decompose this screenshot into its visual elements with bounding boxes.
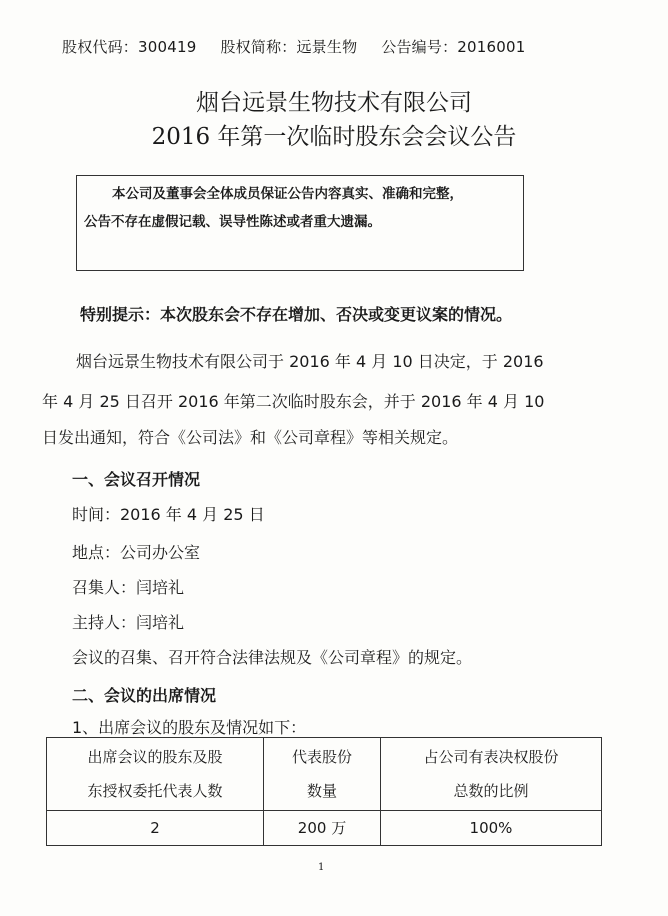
meeting-host: 主持人：闫培礼: [72, 613, 185, 632]
company-title: 烟台远景生物技术有限公司: [196, 90, 472, 116]
intro-paragraph-line-2: 年 4 月 25 日召开 2016 年第二次临时股东会，并于 2016 年 4 月 10: [42, 392, 545, 411]
stock-code: 股权代码：300419: [62, 38, 197, 56]
header-text: 东授权委托代表人数: [87, 782, 223, 800]
intro-paragraph-line-1: 烟台远景生物技术有限公司于 2016 年 4 月 10 日决定，于 2016: [76, 352, 544, 371]
announcement-header: [62, 36, 526, 57]
meeting-time: 时间：2016 年 4 月 25 日: [72, 505, 265, 524]
header-text: 代表股份: [291, 748, 352, 766]
table-header-cell: [264, 738, 381, 811]
page-number: 1: [318, 862, 325, 873]
voting-ratio-cell: 100%: [381, 811, 602, 846]
shareholder-count-cell: 2: [47, 811, 264, 846]
header-text: 占公司有表决权股份: [423, 748, 559, 766]
table-header-row: [47, 738, 602, 811]
table-header-cell: [381, 738, 602, 811]
header-text: 总数的比例: [453, 782, 529, 800]
stock-name: 股权简称：远景生物: [220, 38, 358, 56]
guarantee-notice-line-1: 本公司及董事会全体成员保证公告内容真实、准确和完整，: [112, 186, 463, 202]
share-quantity-cell: 200 万: [264, 811, 381, 846]
table-header-cell: [47, 738, 264, 811]
header-text: 数量: [306, 782, 337, 800]
attendance-subheading: 1、出席会议的股东及情况如下：: [72, 718, 307, 737]
header-text: 出席会议的股东及股: [87, 748, 223, 766]
meeting-place: 地点：公司办公室: [72, 543, 201, 562]
meeting-compliance: 会议的召集、召开符合法律法规及《公司章程》的规定。: [72, 648, 473, 667]
special-tip: 特别提示：本次股东会不存在增加、否决或变更议案的情况。: [80, 305, 513, 324]
intro-paragraph-line-3: 日发出通知，符合《公司法》和《公司章程》等相关规定。: [42, 428, 459, 447]
attendance-table: [46, 737, 602, 846]
section-heading-meeting: 一、会议召开情况: [72, 470, 201, 489]
announcement-title: 2016 年第一次临时股东会会议公告: [151, 124, 517, 150]
table-row: [47, 811, 602, 846]
section-heading-attendance: 二、会议的出席情况: [72, 686, 217, 705]
meeting-convener: 召集人：闫培礼: [72, 578, 185, 597]
notice-number: 公告编号：2016001: [381, 38, 526, 56]
guarantee-notice-line-2: 公告不存在虚假记载、误导性陈述或者重大遗漏。: [84, 214, 381, 230]
